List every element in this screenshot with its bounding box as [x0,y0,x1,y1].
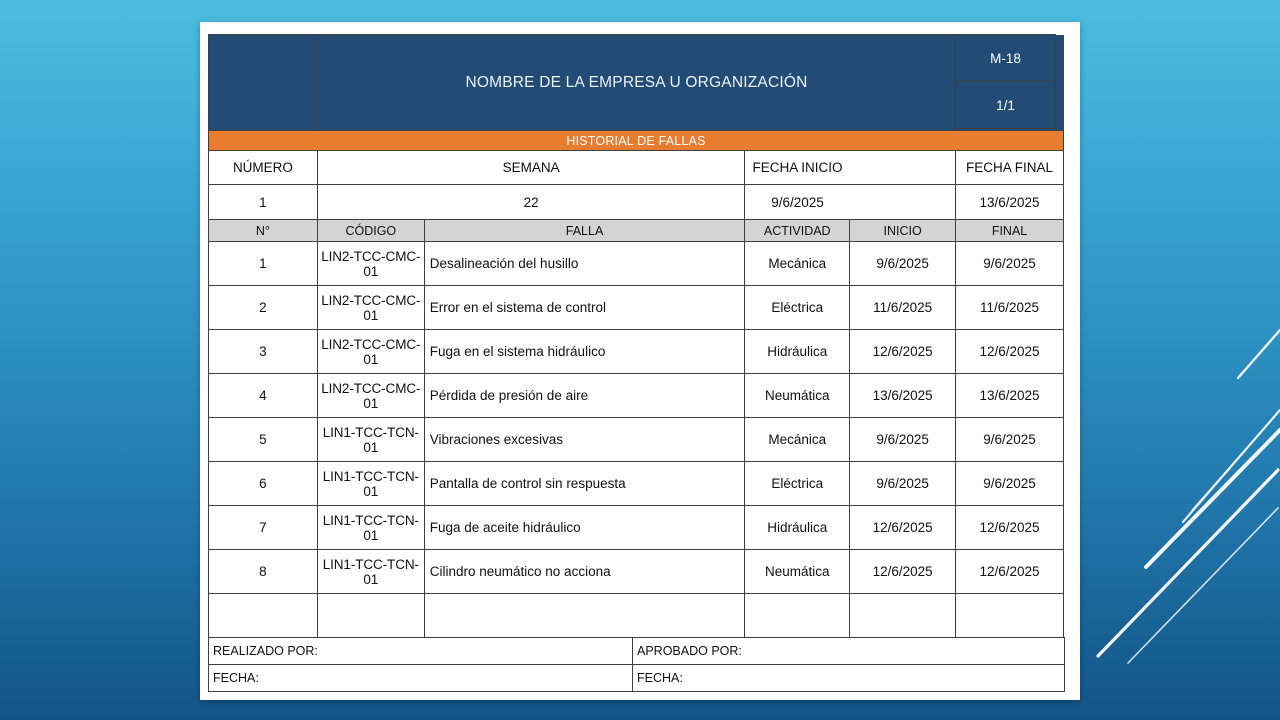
meta-header-row [209,151,1064,185]
column-header-inicio: INICIO [850,220,956,242]
cell-actividad[interactable]: Neumática [745,550,850,594]
cell-n[interactable]: 7 [209,506,318,550]
slide-card [200,22,1080,700]
title-band-row [209,35,1064,131]
column-header-n: N° [209,220,318,242]
meta-value-fecha-inicio-span [850,185,956,220]
cell-final[interactable]: 12/6/2025 [956,506,1064,550]
cell-n[interactable]: 5 [209,418,318,462]
meta-value-semana[interactable]: 22 [317,185,744,220]
cell-inicio[interactable]: 12/6/2025 [850,506,956,550]
cell-final[interactable] [956,594,1064,638]
cell-inicio[interactable]: 9/6/2025 [850,462,956,506]
cell-falla[interactable] [424,594,745,638]
page-number-box: 1/1 [955,81,1056,129]
cell-final[interactable]: 9/6/2025 [956,418,1064,462]
cell-inicio[interactable]: 13/6/2025 [850,374,956,418]
cell-n[interactable]: 8 [209,550,318,594]
cell-falla[interactable]: Fuga de aceite hidráulico [424,506,745,550]
meta-label-fecha-inicio-span [850,151,956,185]
column-header-falla: FALLA [424,220,745,242]
cell-actividad[interactable]: Neumática [745,374,850,418]
cell-inicio[interactable]: 12/6/2025 [850,330,956,374]
cell-codigo[interactable]: LIN2-TCC-CMC-01 [317,286,424,330]
cell-final[interactable]: 9/6/2025 [956,242,1064,286]
cell-inicio[interactable] [850,594,956,638]
cell-falla[interactable]: Vibraciones excesivas [424,418,745,462]
cell-n[interactable]: 3 [209,330,318,374]
table-row [209,374,1064,418]
table-row [209,550,1064,594]
cell-inicio[interactable]: 9/6/2025 [850,242,956,286]
meta-label-fecha-inicio: FECHA INICIO [745,151,850,185]
company-title: NOMBRE DE LA EMPRESA U ORGANIZACIÓN [317,35,955,131]
cell-actividad[interactable]: Hidráulica [745,506,850,550]
cell-codigo[interactable]: LIN2-TCC-CMC-01 [317,330,424,374]
cell-inicio[interactable]: 11/6/2025 [850,286,956,330]
cell-final[interactable]: 9/6/2025 [956,462,1064,506]
cell-n[interactable]: 6 [209,462,318,506]
cell-final[interactable]: 11/6/2025 [956,286,1064,330]
meta-label-fecha-final: FECHA FINAL [956,151,1064,185]
aprobado-por-field[interactable]: APROBADO POR: [633,638,1065,665]
cell-final[interactable]: 12/6/2025 [956,550,1064,594]
cell-actividad[interactable]: Mecánica [745,418,850,462]
cell-codigo[interactable] [317,594,424,638]
table-row [209,506,1064,550]
cell-falla[interactable]: Error en el sistema de control [424,286,745,330]
cell-codigo[interactable]: LIN1-TCC-TCN-01 [317,418,424,462]
cell-final[interactable]: 13/6/2025 [956,374,1064,418]
table-row [209,418,1064,462]
cell-n[interactable]: 4 [209,374,318,418]
meta-value-fecha-inicio[interactable]: 9/6/2025 [745,185,850,220]
historial-de-fallas-sheet [208,34,1064,638]
cell-codigo[interactable]: LIN2-TCC-CMC-01 [317,242,424,286]
meta-value-numero[interactable]: 1 [209,185,318,220]
fecha-aprobado-field[interactable]: FECHA: [633,665,1065,692]
cell-falla[interactable]: Cilindro neumático no acciona [424,550,745,594]
signature-footer [208,637,1065,692]
meta-label-semana: SEMANA [317,151,744,185]
banner-row [209,131,1064,151]
meta-value-row [209,185,1064,220]
cell-n[interactable] [209,594,318,638]
column-header-row [209,220,1064,242]
column-header-codigo: CÓDIGO [317,220,424,242]
table-row [209,330,1064,374]
cell-codigo[interactable]: LIN1-TCC-TCN-01 [317,462,424,506]
meta-label-numero: NÚMERO [209,151,318,185]
cell-actividad[interactable]: Hidráulica [745,330,850,374]
fecha-realizado-field[interactable]: FECHA: [209,665,633,692]
cell-n[interactable]: 2 [209,286,318,330]
cell-final[interactable]: 12/6/2025 [956,330,1064,374]
realizado-por-field[interactable]: REALIZADO POR: [209,638,633,665]
cell-falla[interactable]: Pantalla de control sin respuesta [424,462,745,506]
cell-actividad[interactable]: Mecánica [745,242,850,286]
logo-cell [209,35,318,131]
cell-falla[interactable]: Desalineación del husillo [424,242,745,286]
table-row [209,242,1064,286]
table-row [209,462,1064,506]
table-row [209,286,1064,330]
cell-codigo[interactable]: LIN2-TCC-CMC-01 [317,374,424,418]
cell-falla[interactable]: Fuga en el sistema hidráulico [424,330,745,374]
footer-row-realizado [209,638,1065,665]
meta-value-fecha-final[interactable]: 13/6/2025 [956,185,1064,220]
cell-n[interactable]: 1 [209,242,318,286]
column-header-actividad: ACTIVIDAD [745,220,850,242]
table-row-empty [209,594,1064,638]
footer-row-fecha [209,665,1065,692]
cell-inicio[interactable]: 12/6/2025 [850,550,956,594]
cell-actividad[interactable]: Eléctrica [745,462,850,506]
cell-codigo[interactable]: LIN1-TCC-TCN-01 [317,550,424,594]
cell-actividad[interactable] [745,594,850,638]
cell-actividad[interactable]: Eléctrica [745,286,850,330]
column-header-final: FINAL [956,220,1064,242]
document-code-stack [955,34,1056,130]
sheet-banner-title: HISTORIAL DE FALLAS [209,131,1064,151]
cell-falla[interactable]: Pérdida de presión de aire [424,374,745,418]
cell-inicio[interactable]: 9/6/2025 [850,418,956,462]
document-code-box: M-18 [955,34,1056,82]
cell-codigo[interactable]: LIN1-TCC-TCN-01 [317,506,424,550]
